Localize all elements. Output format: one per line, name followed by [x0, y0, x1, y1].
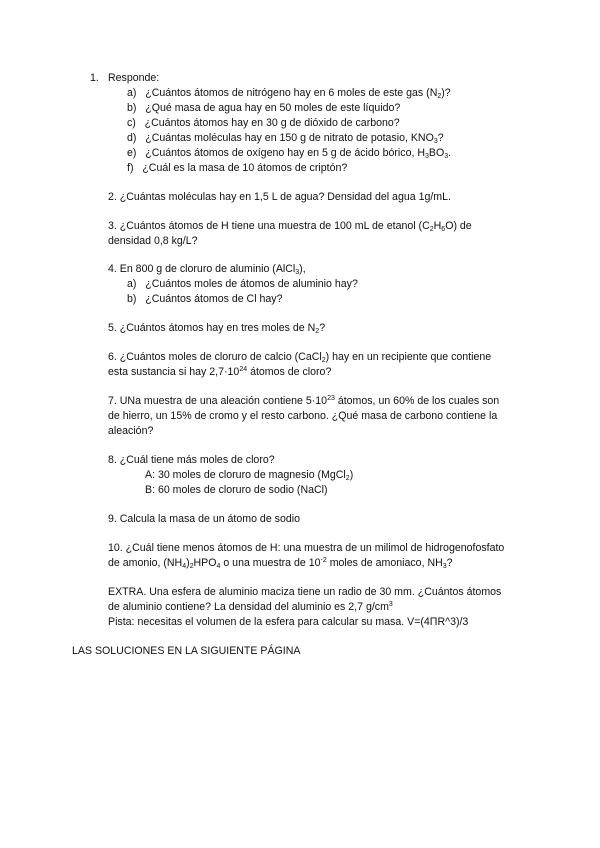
q1-item-b: b) ¿Qué masa de agua hay en 50 moles de este líquido?	[127, 102, 401, 114]
extra-line2: de aluminio contiene? La densidad del aluminio es 2,7 $g/cm^3$	[108, 601, 393, 613]
q1-item-c: c) ¿Cuántos átomos hay en 30 g de dióxido de carbono?	[127, 117, 400, 129]
q6-line2: esta sustancia si hay $2,7\cdot 10^{24}$ átomos de cloro?	[108, 366, 332, 378]
q3-line2: densidad 0,8 kg/L?	[108, 235, 198, 247]
extra-line1: EXTRA. Una esfera de aluminio maciza tiene un radio de 30 mm. ¿Cuántos átomos	[108, 586, 502, 598]
q1-item-e: e) ¿Cuántos átomos de oxígeno hay en 5 g de ácido bórico, $H_3BO_3$.	[127, 147, 452, 160]
q10-line2: de amonio, $(NH_4)_2HPO_4$ o una muestra de $10^{-2}$ moles de amoniaco, $NH_3$?	[108, 557, 453, 570]
q4-line1: 4. En 800 g de cloruro de aluminio (AlCl$_3$),	[108, 263, 306, 276]
q4-item-b: b) ¿Cuántos átomos de Cl hay?	[127, 293, 283, 305]
q6-line1: 6. ¿Cuántos moles de cloruro de calcio (CaCl$_2$) hay en un recipiente que contiene	[108, 351, 492, 364]
q7-line3: aleación?	[108, 425, 154, 437]
extra-hint: Pista: necesitas el volumen de la esfera para calcular su masa. V=(4ΠR^3)/3	[108, 616, 469, 628]
q1-item-f: f) ¿Cuál es la masa de 10 átomos de criptón?	[127, 162, 348, 174]
q7-line2: de hierro, un 15% de cromo y el resto carbono. ¿Qué masa de carbono contiene la	[108, 410, 498, 422]
q2-text: 2. ¿Cuántas moléculas hay en 1,5 L de agua? Densidad del agua 1g/mL.	[108, 191, 451, 203]
q9-text: 9. Calcula la masa de un átomo de sodio	[108, 513, 300, 525]
q5-text: 5. ¿Cuántos átomos hay en tres moles de $N_2$?	[108, 322, 326, 335]
q8-option-a: A: 30 moles de cloruro de magnesio (MgCl$_2$)	[145, 469, 354, 482]
q4-item-a: a) ¿Cuántos moles de átomos de aluminio hay?	[127, 278, 358, 290]
solutions-note: LAS SOLUCIONES EN LA SIGUIENTE PÁGINA	[72, 645, 301, 657]
q1-title: Responde:	[108, 72, 160, 84]
q1-item-a: a) ¿Cuántos átomos de nitrógeno hay en 6 moles de este gas $(N_2)$?	[127, 87, 451, 100]
q7-line1: 7. UNa muestra de una aleación contiene $5\cdot 10^{23}$ átomos, un 60% de los cuales son	[108, 395, 500, 407]
q1-item-d: d) ¿Cuántas moléculas hay en 150 g de nitrato de potasio, $KNO_3$?	[127, 132, 444, 145]
q3-line1: 3. ¿Cuántos átomos de H tiene una muestra de 100 mL de etanol $(C_2H_6O)$ de	[108, 220, 472, 233]
q1-number: 1.	[90, 72, 99, 84]
q8-line1: 8. ¿Cuál tiene más moles de cloro?	[108, 454, 275, 466]
q10-line1: 10. ¿Cuál tiene menos átomos de H: una muestra de un milimol de hidrogenofosfato	[108, 542, 505, 554]
q8-option-b: B: 60 moles de cloruro de sodio (NaCl)	[145, 484, 328, 496]
